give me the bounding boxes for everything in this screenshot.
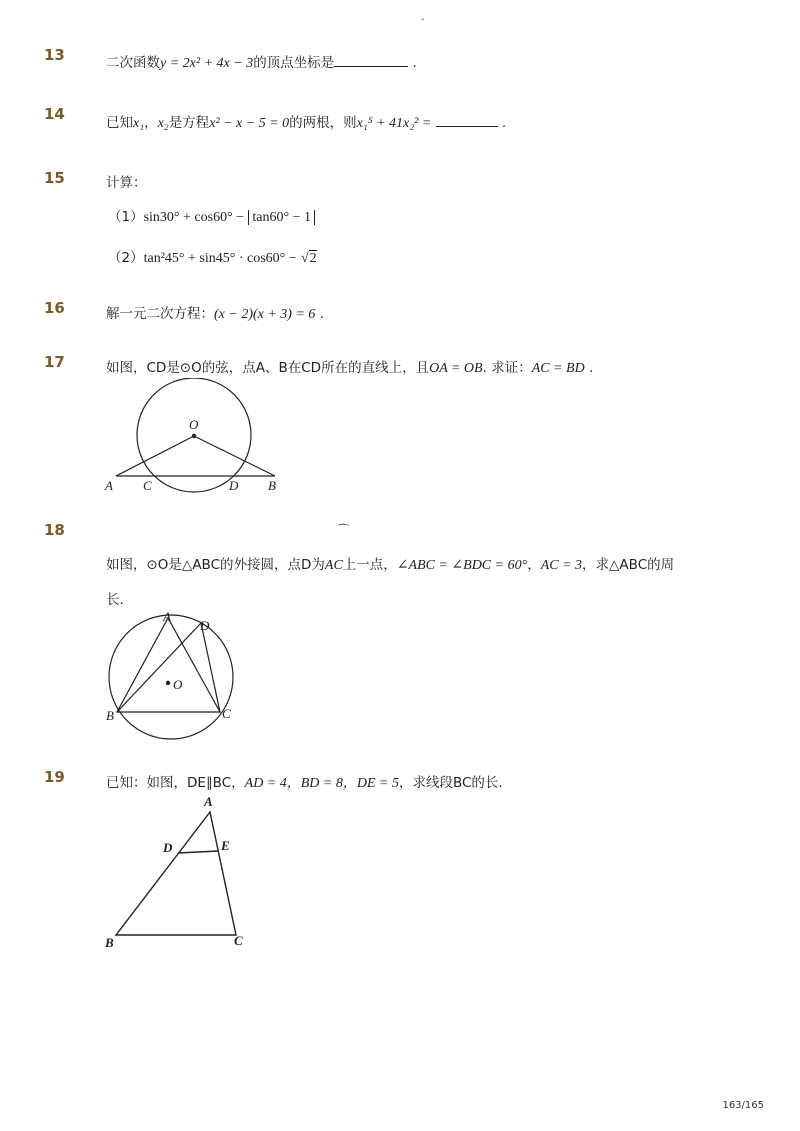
q17-segment-oa bbox=[116, 436, 194, 476]
q14-equation: x² − x − 5 = 0 bbox=[209, 116, 290, 131]
q17-label-o: O bbox=[189, 417, 199, 432]
q19-label-c: C bbox=[234, 933, 243, 948]
q13-answer-blank[interactable] bbox=[334, 54, 408, 67]
q14-end: . bbox=[501, 115, 507, 131]
q19-triangle-abc bbox=[116, 812, 236, 935]
q13-end: . bbox=[412, 55, 417, 71]
question-16-text bbox=[106, 302, 324, 323]
q18-label-a: A bbox=[163, 609, 171, 624]
q15-p2-sqrt-sign: √ bbox=[300, 251, 309, 266]
q17-label-b: B bbox=[268, 478, 276, 493]
q17-condition: OA = OB bbox=[429, 361, 483, 376]
q14-mid2: 的两根，则 bbox=[289, 115, 357, 131]
q18-mid: 上一点， bbox=[342, 557, 397, 573]
q18-sep: ， bbox=[527, 557, 541, 573]
q16-end: . bbox=[319, 306, 325, 322]
question-number-14: 14 bbox=[44, 105, 65, 123]
question-number-15: 15 bbox=[44, 169, 65, 187]
q15-p2-label: （2） bbox=[108, 250, 144, 266]
q18-label-b: B bbox=[106, 708, 114, 723]
q15-part-2 bbox=[108, 246, 317, 267]
q15-p2-sqrt-arg: 2 bbox=[309, 251, 317, 266]
q19-figure bbox=[100, 792, 260, 952]
question-number-13: 13 bbox=[44, 46, 65, 64]
question-number-16: 16 bbox=[44, 299, 65, 317]
question-18-text bbox=[106, 553, 674, 574]
q15-p1-abs: tan60° − 1 bbox=[248, 210, 315, 225]
q14-mid1: 是方程 bbox=[168, 115, 210, 131]
question-13-text bbox=[106, 51, 417, 72]
q16-expr: (x − 2)(x + 3) = 6 bbox=[214, 307, 316, 322]
q15-p1-expr: sin30° + cos60° − bbox=[143, 210, 245, 225]
q14-pre: 已知 bbox=[106, 115, 133, 131]
question-number-17: 17 bbox=[44, 353, 65, 371]
q17-label-c: C bbox=[143, 478, 152, 493]
q19-label-b: B bbox=[105, 935, 114, 950]
q15-intro: 计算： bbox=[106, 175, 147, 191]
q18-arc-mark: ⌒ bbox=[337, 523, 350, 537]
q18-center-point bbox=[166, 681, 170, 685]
q18-circle bbox=[109, 615, 233, 739]
question-14-text bbox=[106, 111, 506, 132]
q14-answer-blank[interactable] bbox=[436, 114, 498, 127]
q14-expr: x₁⁵ + 41x₂² = bbox=[356, 116, 432, 131]
q18-label-o: O bbox=[173, 677, 183, 692]
q17-mid: . 求证： bbox=[482, 360, 532, 376]
q19-segment-de bbox=[178, 851, 218, 853]
q18-line-2: 长. bbox=[106, 592, 124, 608]
q17-pre: 如图，CD是⊙O的弦，点A、B在CD所在的直线上，且 bbox=[106, 360, 430, 376]
q18-figure bbox=[100, 606, 250, 746]
q14-x1: x₁ bbox=[133, 116, 145, 131]
q17-goal: AC = BD bbox=[531, 361, 585, 376]
q18-pre: 如图，⊙O是△ABC的外接圆，点D为 bbox=[106, 557, 325, 573]
q17-label-a: A bbox=[105, 478, 113, 493]
q17-figure bbox=[100, 378, 290, 498]
q18-label-d: D bbox=[200, 618, 210, 633]
q18-ac: AC = 3 bbox=[540, 558, 583, 573]
question-number-19: 19 bbox=[44, 768, 65, 786]
question-19-text bbox=[106, 771, 503, 792]
question-number-18: 18 bbox=[44, 521, 65, 539]
q18-angles: ∠ABC = ∠BDC = 60° bbox=[396, 558, 528, 573]
q17-label-d: D bbox=[229, 478, 239, 493]
q13-expr: y = 2x² + 4x − 3 bbox=[160, 56, 254, 71]
q18-label-c: C bbox=[222, 706, 231, 721]
q15-p2-expr: tan²45° + sin45° · cos60° − bbox=[143, 251, 297, 266]
question-17-text bbox=[106, 356, 593, 377]
q19-pre: 已知：如图，DE∥BC， bbox=[106, 775, 245, 791]
q17-segment-ob bbox=[194, 436, 275, 476]
q19-given: AD = 4，BD = 8，DE = 5 bbox=[244, 776, 399, 791]
q15-part-1 bbox=[108, 205, 315, 226]
q15-p1-label: （1） bbox=[108, 209, 144, 225]
q19-post: ，求线段BC的长. bbox=[398, 775, 503, 791]
q19-label-e: E bbox=[221, 838, 230, 853]
q19-label-a: A bbox=[204, 794, 213, 809]
q18-segment-bd bbox=[117, 623, 201, 712]
header-mark: - bbox=[421, 14, 425, 25]
q17-end: . bbox=[589, 360, 594, 376]
q19-label-d: D bbox=[163, 840, 173, 855]
q13-pre: 二次函数 bbox=[106, 55, 160, 71]
q14-x2: x₂ bbox=[157, 116, 169, 131]
q16-pre: 解一元二次方程： bbox=[106, 306, 214, 322]
q17-center-point bbox=[192, 434, 196, 438]
q14-sep: ， bbox=[144, 115, 158, 131]
q13-post: 的顶点坐标是 bbox=[253, 55, 335, 71]
q18-arc: AC bbox=[324, 558, 343, 573]
q18-post: ，求△ABC的周 bbox=[582, 557, 675, 573]
page-number: 163/165 bbox=[722, 1100, 764, 1111]
